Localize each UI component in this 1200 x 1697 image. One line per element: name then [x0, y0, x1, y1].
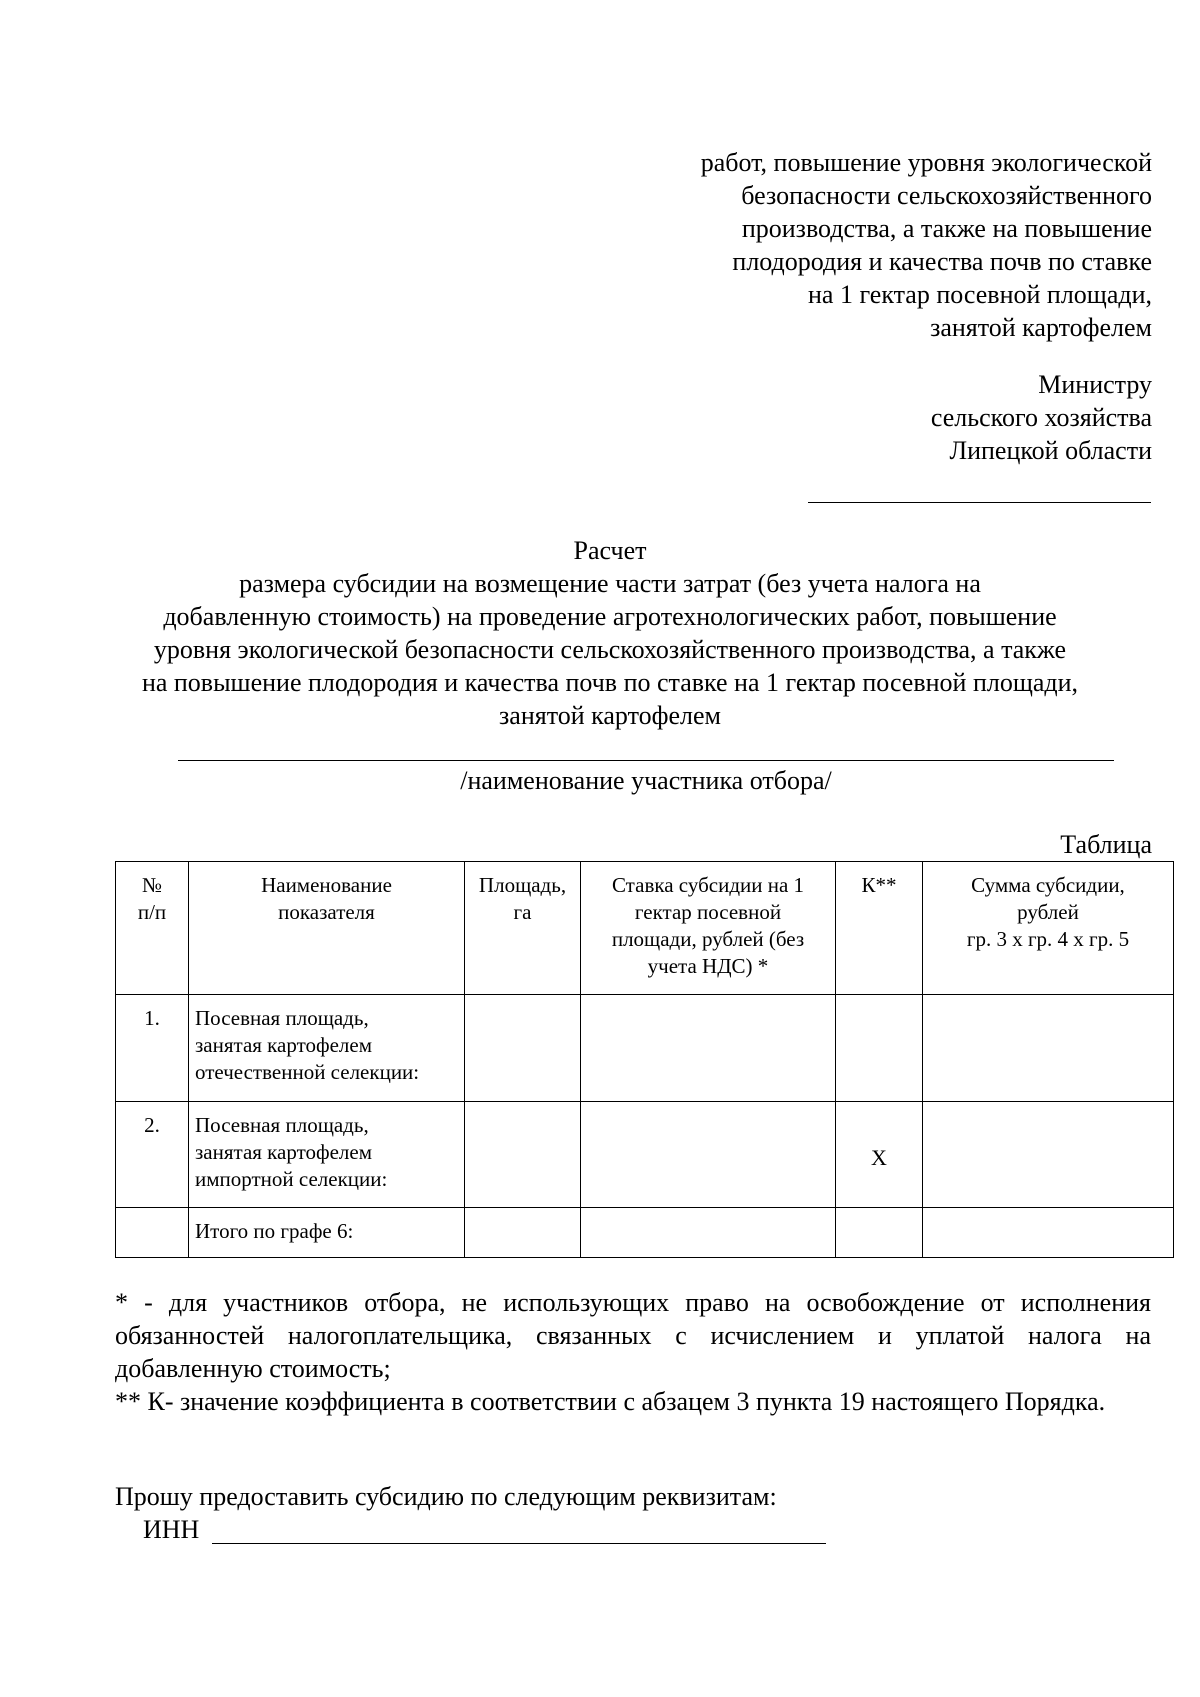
- document-title: [110, 534, 1110, 732]
- participant-caption: /наименование участника отбора/: [460, 766, 832, 795]
- header-line: безопасности сельскохозяйственного: [741, 181, 1152, 210]
- row-rate-cell[interactable]: [581, 995, 836, 1102]
- recipient-blank-line: [808, 502, 1151, 503]
- row-indicator: Посевная площадь, занятая картофелем отечественной селекции:: [189, 995, 465, 1102]
- header-k: К**: [836, 862, 923, 995]
- recipient-block: [752, 368, 1152, 467]
- row-sum-cell[interactable]: [923, 1102, 1174, 1208]
- header-line: занятой картофелем: [930, 313, 1152, 342]
- inn-field-line[interactable]: [212, 1543, 826, 1544]
- title-heading: Расчет: [573, 536, 647, 565]
- title-line: на повышение плодородия и качества почв по ставке на 1 гектар посевной площади,: [141, 668, 1079, 697]
- participant-blank-line: [178, 760, 1114, 761]
- recipient-line: Министру: [1038, 370, 1152, 399]
- header-line: на 1 гектар посевной площади,: [808, 280, 1152, 309]
- header-num: № п/п: [116, 862, 189, 995]
- header-line: плодородия и качества почв по ставке: [732, 247, 1152, 276]
- footnotes: [115, 1286, 1151, 1418]
- header-subtitle: [592, 146, 1152, 344]
- title-line: занятой картофелем: [499, 701, 721, 730]
- total-sum-cell[interactable]: [923, 1208, 1174, 1258]
- header-rate: Ставка субсидии на 1 гектар посевной площади, рублей (без учета НДС) *: [581, 862, 836, 995]
- inn-label: ИНН: [143, 1515, 200, 1544]
- total-k-cell[interactable]: [836, 1208, 923, 1258]
- header-indicator: Наименование показателя: [189, 862, 465, 995]
- row-k-cell[interactable]: [836, 995, 923, 1102]
- row-indicator: Посевная площадь, занятая картофелем импортной селекции:: [189, 1102, 465, 1208]
- row-num: 2.: [116, 1102, 189, 1208]
- row-rate-cell[interactable]: [581, 1102, 836, 1208]
- row-area-cell[interactable]: [465, 1102, 581, 1208]
- header-line: работ, повышение уровня экологической: [700, 148, 1152, 177]
- header-sum: Сумма субсидии, рублей гр. 3 х гр. 4 х гр. 5: [923, 862, 1174, 995]
- table-row: [116, 995, 1174, 1102]
- row-num: 1.: [116, 995, 189, 1102]
- subsidy-table: [115, 861, 1174, 1258]
- header-area: Площадь, га: [465, 862, 581, 995]
- total-area-cell[interactable]: [465, 1208, 581, 1258]
- footnote-coefficient: ** К- значение коэффициента в соответствии с абзацем 3 пункта 19 настоящего Порядка.: [115, 1387, 1106, 1416]
- total-rate-cell[interactable]: [581, 1208, 836, 1258]
- recipient-line: Липецкой области: [949, 436, 1152, 465]
- total-label: Итого по графе 6:: [189, 1208, 465, 1258]
- table-row: [116, 1102, 1174, 1208]
- table-total-row: [116, 1208, 1174, 1258]
- recipient-line: сельского хозяйства: [930, 403, 1152, 432]
- row-area-cell[interactable]: [465, 995, 581, 1102]
- table-caption: Таблица: [1060, 830, 1152, 859]
- header-line: производства, а также на повышение: [741, 214, 1152, 243]
- title-line: уровня экологической безопасности сельскохозяйственного производства, а также: [153, 635, 1067, 664]
- title-line: размера субсидии на возмещение части затрат (без учета налога на: [239, 569, 981, 598]
- row-k-cell: Х: [836, 1102, 923, 1208]
- request-text: Прошу предоставить субсидию по следующим реквизитам:: [115, 1482, 777, 1511]
- total-num-cell: [116, 1208, 189, 1258]
- title-line: добавленную стоимость) на проведение агротехнологических работ, повышение: [163, 602, 1057, 631]
- footnote-vat: * - для участников отбора, не использующих право на освобождение от исполнения обязанностей налогоплательщика, связанных с исчислением и уплатой налога на добавленную стоимость;: [115, 1288, 1151, 1383]
- row-sum-cell[interactable]: [923, 995, 1174, 1102]
- table-header-row: [116, 862, 1174, 995]
